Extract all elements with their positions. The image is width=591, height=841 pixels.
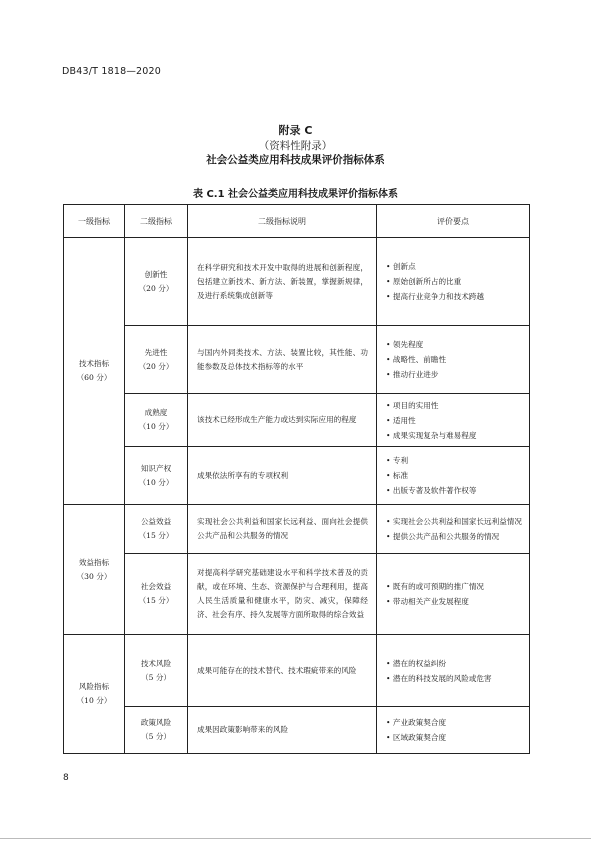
table-row bbox=[64, 326, 530, 394]
level1-name: 技术指标 bbox=[78, 359, 110, 368]
level1-score: （10 分） bbox=[76, 696, 112, 705]
page-number: 8 bbox=[63, 773, 69, 783]
level2-desc: 成果因政策影响带来的风险 bbox=[188, 707, 377, 754]
level2-name: 先进性 bbox=[144, 347, 168, 357]
key-points bbox=[377, 447, 530, 505]
level2-desc: 该技术已经形成生产能力或达到实际应用的程度 bbox=[188, 394, 377, 447]
level2-cell bbox=[125, 238, 188, 326]
key-point: • 专利 bbox=[386, 456, 409, 465]
key-point: • 区域政策契合度 bbox=[386, 733, 447, 742]
level2-name: 公益效益 bbox=[140, 517, 172, 526]
level2-cell bbox=[125, 447, 188, 505]
page-bottom-divider bbox=[0, 838, 591, 839]
level2-desc: 在科学研究和技术开发中取得的进展和创新程度，包括建立新技术、新方法、新装置，掌握新规律，及进行系统集成创新等 bbox=[188, 238, 377, 326]
level2-cell bbox=[125, 554, 188, 635]
table-caption: 表 C.1 社会公益类应用科技成果评价指标体系 bbox=[192, 189, 399, 200]
level2-score: （20 分） bbox=[138, 361, 174, 371]
table-row bbox=[64, 447, 530, 505]
table-row bbox=[64, 394, 530, 447]
level2-score: （5 分） bbox=[140, 732, 172, 741]
key-points bbox=[377, 394, 530, 447]
level2-cell bbox=[125, 635, 188, 707]
appendix-title: 附录 C bbox=[278, 124, 313, 137]
table-row bbox=[64, 554, 530, 635]
level2-desc: 对提高科学研究基础建设水平和科学技术普及的贡献，或在环境、生态、资源保护与合理利用，提高人民生活质量和健康水平，防灾、减灾，保障经济、社会有序、持久发展等方面所取得的综合效益 bbox=[188, 554, 377, 635]
level2-desc: 实现社会公共利益和国家长远利益、面向社会提供公共产品和公共服务的情况 bbox=[188, 505, 377, 554]
level1-score: （30 分） bbox=[76, 571, 112, 581]
level1-cell bbox=[64, 505, 125, 635]
key-point: • 既有的或可预期的推广情况 bbox=[386, 582, 485, 591]
level2-name: 政策风险 bbox=[140, 718, 172, 727]
level2-desc: 成果可能存在的技术替代、技术瑕疵带来的风险 bbox=[188, 635, 377, 707]
level2-score: （15 分） bbox=[138, 596, 174, 605]
level2-name: 知识产权 bbox=[140, 463, 172, 473]
key-point: • 实现社会公共利益和国家长远利益情况 bbox=[386, 517, 522, 526]
level2-cell bbox=[125, 707, 188, 754]
key-point: • 出版专著及软件著作权等 bbox=[386, 486, 477, 495]
key-points bbox=[377, 505, 530, 554]
document-code: DB43/T 1818—2020 bbox=[62, 66, 161, 77]
level2-cell bbox=[125, 394, 188, 447]
key-point: • 提供公共产品和公共服务的情况 bbox=[386, 532, 500, 541]
level2-name: 创新性 bbox=[144, 269, 168, 279]
level1-name: 风险指标 bbox=[78, 682, 110, 691]
level2-name: 技术风险 bbox=[140, 658, 172, 668]
appendix-subtitle: 社会公益类应用科技成果评价指标体系 bbox=[206, 154, 385, 166]
header-level1: 一级指标 bbox=[64, 205, 125, 238]
key-point: • 推动行业进步 bbox=[386, 370, 439, 379]
level2-name: 成熟度 bbox=[144, 408, 168, 417]
level2-score: （5 分） bbox=[140, 672, 172, 682]
appendix-nature: （资料性附录） bbox=[258, 140, 333, 152]
key-point: • 带动相关产业发展程度 bbox=[386, 597, 469, 606]
key-point: • 领先程度 bbox=[386, 340, 424, 349]
level2-score: （10 分） bbox=[138, 422, 174, 431]
level1-score: （60 分） bbox=[76, 373, 112, 382]
evaluation-index-table bbox=[63, 204, 530, 754]
key-points bbox=[377, 326, 530, 394]
header-level2-desc: 二级指标说明 bbox=[188, 205, 377, 238]
level2-score: （15 分） bbox=[138, 531, 174, 540]
key-point: • 原始创新所占的比重 bbox=[386, 277, 462, 286]
table-row bbox=[64, 505, 530, 554]
level2-desc: 与国内外同类技术、方法、装置比较，其性能、功能参数及总体技术指标等的水平 bbox=[188, 326, 377, 394]
table-row bbox=[64, 238, 530, 326]
level1-cell bbox=[64, 238, 125, 505]
table-row bbox=[64, 707, 530, 754]
level1-name: 效益指标 bbox=[78, 557, 110, 567]
header-level2: 二级指标 bbox=[125, 205, 188, 238]
level2-desc: 成果依法所享有的专项权利 bbox=[188, 447, 377, 505]
key-points bbox=[377, 635, 530, 707]
table-header-row bbox=[64, 205, 530, 238]
key-point: • 成果实现复杂与难易程度 bbox=[386, 430, 477, 440]
key-point: • 潜在的科技发展的风险或危害 bbox=[386, 673, 492, 683]
level1-cell bbox=[64, 635, 125, 754]
key-point: • 标准 bbox=[386, 471, 409, 480]
level2-name: 社会效益 bbox=[140, 582, 172, 591]
key-point: • 战略性、前瞻性 bbox=[386, 355, 447, 364]
level2-score: （20 分） bbox=[138, 283, 174, 293]
key-point: • 适用性 bbox=[386, 415, 416, 425]
level2-cell bbox=[125, 505, 188, 554]
key-point: • 提高行业竞争力和技术跨越 bbox=[386, 292, 485, 301]
header-key-points: 评价要点 bbox=[377, 205, 530, 238]
key-points bbox=[377, 238, 530, 326]
key-point: • 创新点 bbox=[386, 262, 416, 271]
key-points bbox=[377, 554, 530, 635]
key-points bbox=[377, 707, 530, 754]
key-point: • 项目的实用性 bbox=[386, 400, 439, 410]
level2-cell bbox=[125, 326, 188, 394]
table-row bbox=[64, 635, 530, 707]
key-point: • 潜在的权益纠纷 bbox=[386, 658, 447, 668]
key-point: • 产业政策契合度 bbox=[386, 718, 447, 727]
level2-score: （10 分） bbox=[138, 477, 174, 487]
